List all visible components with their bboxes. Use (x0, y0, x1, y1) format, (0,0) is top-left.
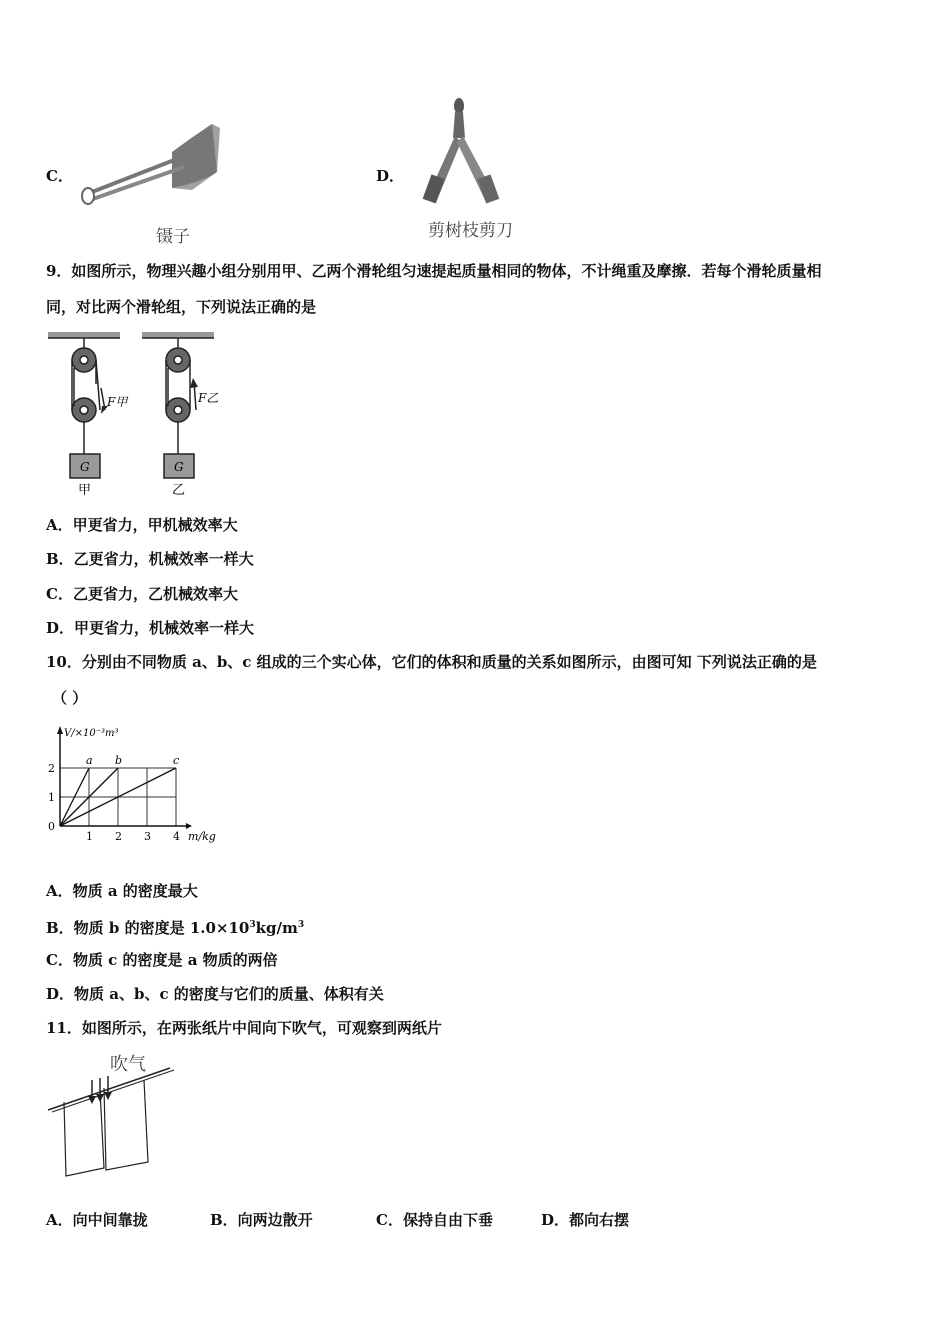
series-label-a: a (86, 754, 93, 767)
ceiling-yi (142, 332, 214, 338)
y-tick-0: 0 (48, 820, 55, 833)
weight-label-jia: G (80, 460, 90, 474)
q8-option-d-label: D． (376, 167, 405, 185)
q10-stem-line2: （ ） (52, 689, 88, 707)
q9-stem-line1: 9．如图所示，物理兴趣小组分别用甲、乙两个滑轮组匀速提起质量相同的物体，不计绳重及摩擦．若每个滑轮质量相 (46, 262, 822, 280)
series-label-c: c (173, 754, 180, 767)
q10-option-a: A．物质 a 的密度最大 (46, 882, 198, 900)
pruning-shears-image (415, 98, 505, 208)
weight-label-yi: G (174, 460, 184, 474)
q10-option-c: C．物质 c 的密度是 a 物质的两倍 (46, 951, 278, 969)
name-label-yi: 乙 (172, 483, 186, 498)
q11-option-b: B．向两边散开 (210, 1211, 313, 1229)
x-axis-arrow (186, 823, 192, 829)
q9-option-b: B．乙更省力，机械效率一样大 (46, 550, 254, 568)
pulley-system-yi (166, 338, 190, 454)
paper-blowing-diagram (44, 1050, 184, 1182)
q10-option-d: D．物质 a、b、c 的密度与它们的质量、体积有关 (46, 985, 384, 1003)
q11-stem: 11．如图所示，在两张纸片中间向下吹气，可观察到两纸片 (46, 1019, 442, 1037)
force-label-jia: F甲 (107, 395, 128, 409)
q10-option-b (46, 915, 304, 938)
y-axis-arrow (57, 726, 63, 734)
q9-option-d: D．甲更省力，机械效率一样大 (46, 619, 255, 637)
q9-option-a: A．甲更省力，甲机械效率大 (46, 516, 238, 534)
q10-option-b-prefix: B．物质 b 的密度是 1.0×10 (46, 919, 250, 937)
q10-option-b-suffix: kg/m (255, 919, 298, 937)
q10-stem-line1: 10．分别由不同物质 a、b、c 组成的三个实心体，它们的体积和质量的关系如图所示，由图可知 下列说法正确的是 (46, 653, 817, 671)
q9-option-c: C．乙更省力，乙机械效率大 (46, 585, 238, 603)
y-tick-2: 2 (48, 762, 55, 775)
q11-option-c: C．保持自由下垂 (376, 1211, 493, 1229)
y-tick-1: 1 (48, 791, 55, 804)
shears-caption: 剪树枝剪刀 (428, 221, 513, 241)
tweezers-caption: 镊子 (156, 227, 190, 247)
x-tick-4: 4 (173, 830, 180, 843)
x-axis-label: m/kg (188, 830, 216, 843)
x-tick-3: 3 (144, 830, 151, 843)
x-tick-2: 2 (115, 830, 122, 843)
blow-label: 吹气 (110, 1054, 146, 1075)
force-label-yi: F乙 (198, 391, 219, 405)
y-axis-label: V/×10⁻³m³ (64, 728, 119, 739)
q9-stem-line2: 同，对比两个滑轮组，下列说法正确的是 (46, 298, 317, 316)
name-label-jia: 甲 (78, 483, 92, 498)
q11-option-d: D．都向右摆 (541, 1211, 630, 1229)
volume-mass-chart (40, 722, 230, 852)
q11-option-a: A．向中间靠拢 (46, 1211, 148, 1229)
ceiling-jia (48, 332, 120, 338)
x-tick-1: 1 (86, 830, 93, 843)
q10-option-b-unit-exp: 3 (297, 920, 305, 930)
q10-option-b-exp: 3 (249, 920, 256, 930)
pulley-system-jia (72, 338, 100, 454)
pulley-diagram (44, 328, 234, 500)
q8-option-c-label: C． (46, 167, 73, 185)
series-label-b: b (115, 754, 123, 767)
